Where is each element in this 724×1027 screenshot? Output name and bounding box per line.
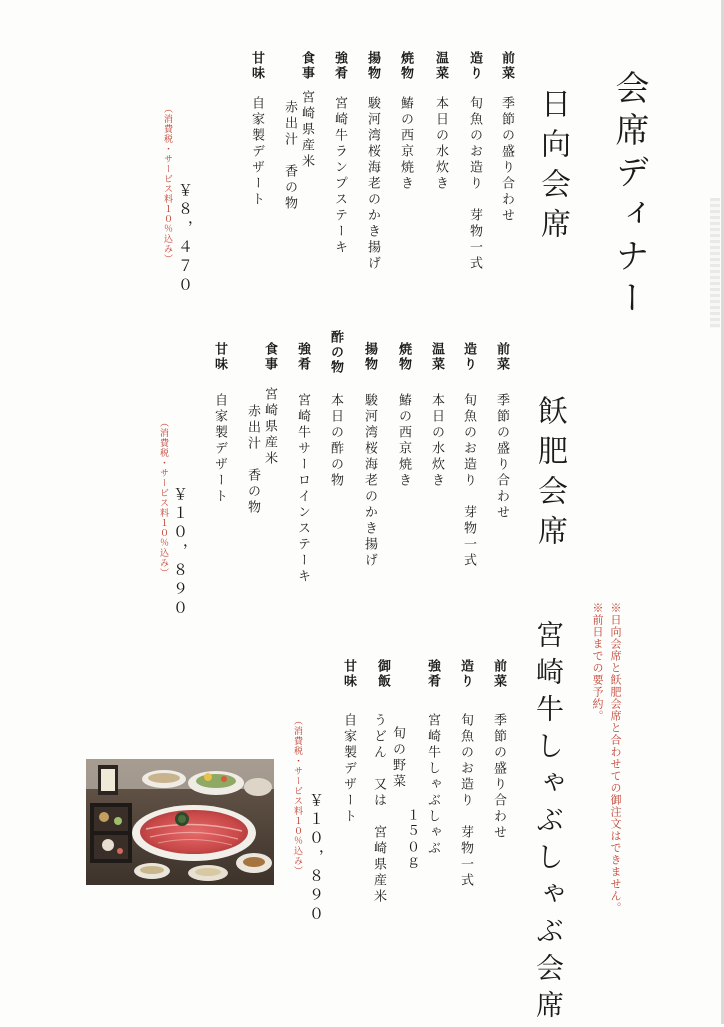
scan-shadow [710, 198, 720, 328]
hyuga-cat-4: 焼物 [398, 51, 413, 81]
obi-item-6: 本日の酢の物 [328, 393, 343, 489]
obi-cat-5: 揚物 [362, 342, 377, 372]
obi-item-1: 季節の盛り合わせ [494, 393, 509, 521]
shabu-item-4: 旬の野菜 [390, 726, 405, 790]
obi-price: ￥１０，８９０ [171, 486, 189, 619]
obi-cat-3: 温菜 [429, 342, 444, 372]
hyuga-cat-3: 温菜 [433, 51, 448, 81]
shabu-tax-note: （消費税・サービス料１０％込み） [292, 716, 302, 876]
obi-item-8b: 赤出汁 香の物 [245, 404, 260, 516]
obi-cat-1: 前菜 [494, 342, 509, 372]
shabu-item-4b: うどん 又は 宮崎県産米 [371, 713, 386, 905]
hyuga-item-1: 季節の盛り合わせ [499, 96, 514, 224]
shabu-price: ￥１０，８９０ [307, 792, 325, 925]
obi-item-8: 宮崎県産米 [262, 387, 277, 467]
obi-title: 飫肥会席 [532, 395, 567, 555]
obi-cat-4: 焼物 [396, 342, 411, 372]
obi-item-5: 駿河湾桜海老のかき揚げ [362, 393, 377, 569]
shabu-item-3b: １５０ｇ [404, 808, 419, 872]
obi-tax-note: （消費税・サービス料１０％込み） [158, 418, 168, 578]
hyuga-item-2: 旬魚のお造り 芽物一式 [467, 96, 482, 272]
hyuga-cat-7: 食事 [299, 51, 314, 81]
hyuga-cat-8: 甘味 [249, 51, 264, 81]
shabu-item-2: 旬魚のお造り 芽物一式 [458, 713, 473, 889]
hyuga-item-5: 駿河湾桜海老のかき揚げ [365, 96, 380, 272]
hyuga-item-4: 鰆の西京焼き [398, 96, 413, 192]
obi-item-7: 宮崎牛サーロインステーキ [295, 393, 310, 585]
shabu-cat-2: 造り [458, 659, 473, 689]
obi-item-4: 鰆の西京焼き [396, 393, 411, 489]
obi-item-2: 旬魚のお造り 芽物一式 [461, 393, 476, 569]
obi-item-3: 本日の水炊き [429, 393, 444, 489]
shabu-item-1: 季節の盛り合わせ [491, 713, 506, 841]
note-combination: ※日向会席と飫肥会席と合わせての御注文はできません。 [609, 602, 622, 914]
shabu-item-3: 宮崎牛しゃぶしゃぶ [425, 713, 440, 857]
shabu-cat-3: 強肴 [425, 659, 440, 689]
obi-cat-7: 強肴 [295, 342, 310, 372]
hyuga-item-8: 自家製デザート [249, 96, 264, 208]
hyuga-title: 日向会席 [535, 88, 570, 248]
page-title: 会席ディナー [609, 70, 649, 322]
shabu-cat-1: 前菜 [491, 659, 506, 689]
hyuga-cat-2: 造り [467, 51, 482, 81]
hyuga-cat-5: 揚物 [365, 51, 380, 81]
hyuga-cat-1: 前菜 [499, 51, 514, 81]
shabu-item-5: 自家製デザート [341, 713, 356, 825]
note-reservation: ※前日までの要予約。 [591, 602, 604, 722]
obi-item-9: 自家製デザート [212, 393, 227, 505]
hyuga-item-7: 宮崎県産米 [299, 90, 314, 170]
hyuga-item-3: 本日の水炊き [433, 96, 448, 192]
kaiseki-photo [86, 759, 274, 885]
shabu-cat-5: 甘味 [341, 659, 356, 689]
shabu-cat-4: 御飯 [375, 659, 390, 689]
hyuga-cat-6: 強肴 [332, 51, 347, 81]
hyuga-item-7b: 赤出汁 香の物 [282, 100, 297, 212]
obi-cat-8: 食事 [262, 342, 277, 372]
hyuga-item-6: 宮崎牛ランプステーキ [332, 96, 347, 256]
hyuga-price: ￥８，４７０ [176, 182, 194, 296]
obi-cat-2: 造り [461, 342, 476, 372]
obi-cat-9: 甘味 [212, 342, 227, 372]
hyuga-tax-note: （消費税・サービス料１０％込み） [162, 104, 172, 264]
shabu-title: 宮崎牛しゃぶしゃぶ会席 [532, 620, 565, 1027]
obi-cat-6: 酢の物 [328, 330, 343, 375]
